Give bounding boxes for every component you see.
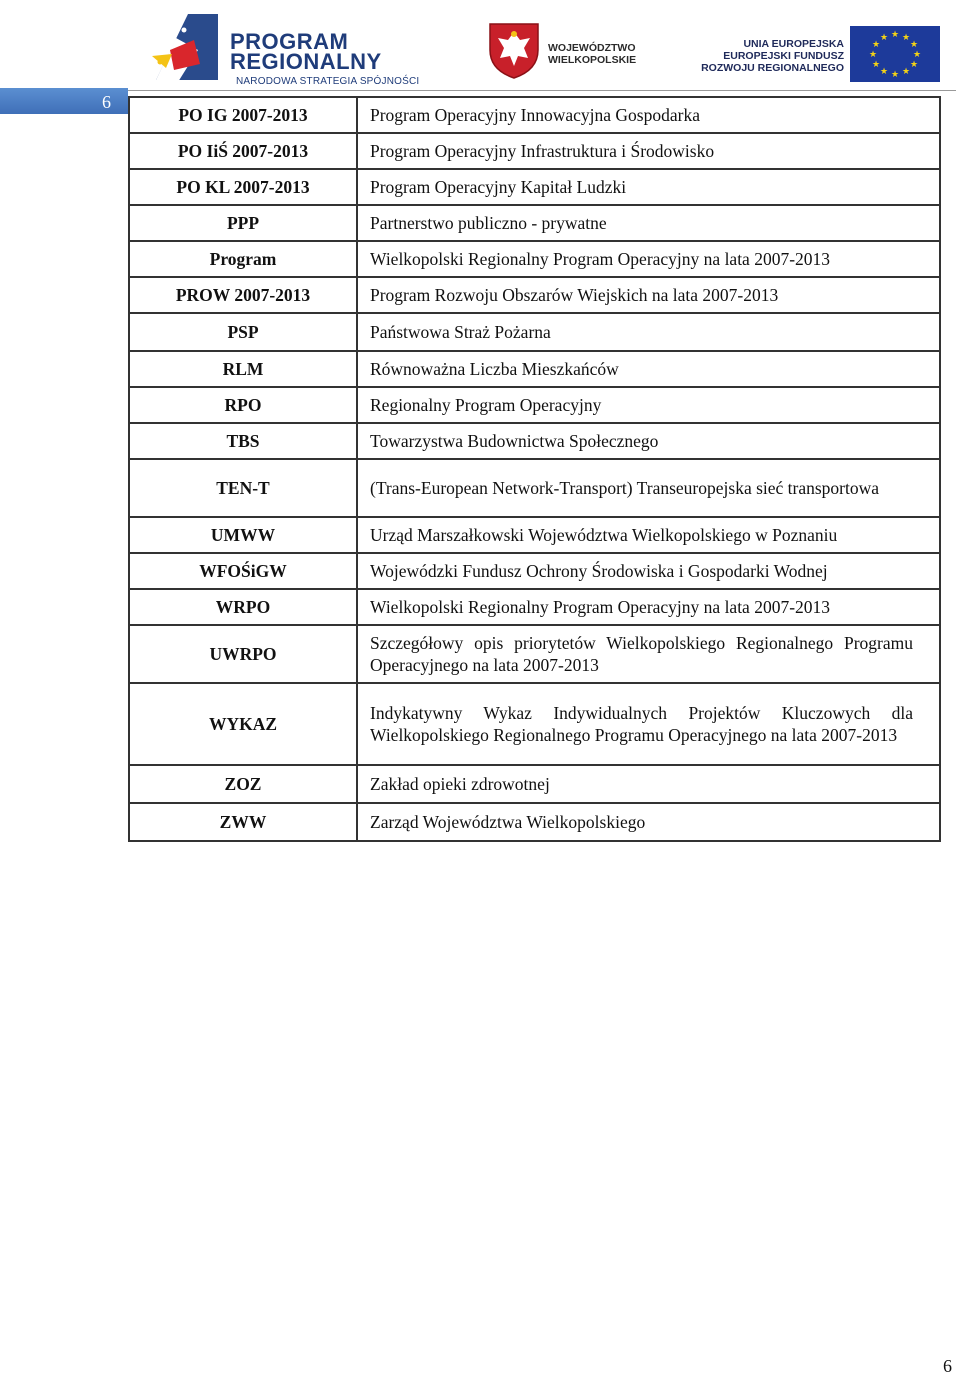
eu-logo-line2: EUROPEJSKI FUNDUSZ xyxy=(723,50,844,62)
abbreviation-cell: WRPO xyxy=(129,589,357,625)
svg-text:★: ★ xyxy=(879,67,889,77)
definition-cell: Zarząd Województwa Wielkopolskiego xyxy=(357,803,940,841)
program-logo-line2: REGIONALNY xyxy=(230,49,382,74)
eu-logo-line3: ROZWOJU REGIONALNEGO xyxy=(701,62,844,74)
svg-text:★: ★ xyxy=(871,40,881,50)
table-row xyxy=(129,241,940,277)
footer-page-number: 6 xyxy=(943,1356,952,1376)
abbreviation-cell: Program xyxy=(129,241,357,277)
definition-cell: Wojewódzki Fundusz Ochrony Środowiska i Gospodarki Wodnej xyxy=(357,553,940,589)
table-row xyxy=(129,133,940,169)
definition-cell: Równoważna Liczba Mieszkańców xyxy=(357,351,940,387)
svg-text:★: ★ xyxy=(901,67,911,77)
abbreviation-cell: PPP xyxy=(129,205,357,241)
definition-cell: Wielkopolski Regionalny Program Operacyjny na lata 2007-2013 xyxy=(357,241,940,277)
definition-cell: Indykatywny Wykaz Indywidualnych Projektów Kluczowych dla Wielkopolskiego Regionalnego Programu Operacyjnego na lata 2007-2013 xyxy=(357,683,940,765)
definition-cell: Szczegółowy opis priorytetów Wielkopolskiego Regionalnego Programu Operacyjnego na lata 2007-2013 xyxy=(357,625,940,683)
table-row xyxy=(129,803,940,841)
definition-cell: Program Operacyjny Kapitał Ludzki xyxy=(357,169,940,205)
svg-text:★: ★ xyxy=(890,70,900,80)
table-row xyxy=(129,97,940,133)
table-row xyxy=(129,765,940,803)
table-row xyxy=(129,313,940,351)
table-row xyxy=(129,459,940,517)
definition-cell: Państwowa Straż Pożarna xyxy=(357,313,940,351)
abbreviation-cell: PO IiŚ 2007-2013 xyxy=(129,133,357,169)
abbreviation-cell: TBS xyxy=(129,423,357,459)
region-logo-line1: WOJEWÓDZTWO xyxy=(548,42,636,54)
abbreviation-cell: PO KL 2007-2013 xyxy=(129,169,357,205)
abbreviation-cell: ZWW xyxy=(129,803,357,841)
svg-text:★: ★ xyxy=(871,60,881,70)
table-row xyxy=(129,553,940,589)
definition-cell: Program Rozwoju Obszarów Wiejskich na lata 2007-2013 xyxy=(357,277,940,313)
abbreviation-cell: TEN-T xyxy=(129,459,357,517)
abbreviation-cell: PSP xyxy=(129,313,357,351)
table-row xyxy=(129,517,940,553)
program-regionalny-emblem-icon xyxy=(148,10,228,88)
abbreviations-table xyxy=(128,96,941,842)
abbreviation-cell: PO IG 2007-2013 xyxy=(129,97,357,133)
abbreviation-cell: WFOŚiGW xyxy=(129,553,357,589)
page-number: 6 xyxy=(102,92,111,112)
definition-cell: Program Operacyjny Innowacyjna Gospodarka xyxy=(357,97,940,133)
program-regionalny-wordmark xyxy=(230,29,382,74)
coat-of-arms-icon xyxy=(486,20,542,80)
eu-logo-line1: UNIA EUROPEJSKA xyxy=(743,38,844,50)
definition-cell: Towarzystwa Budownictwa Społecznego xyxy=(357,423,940,459)
wojewodztwo-wielkopolskie-logo xyxy=(486,20,656,80)
table-row xyxy=(129,277,940,313)
table-row xyxy=(129,169,940,205)
abbreviation-cell: ZOZ xyxy=(129,765,357,803)
table-row xyxy=(129,351,940,387)
header-logos xyxy=(140,4,940,90)
table-row xyxy=(129,625,940,683)
svg-text:★: ★ xyxy=(909,60,919,70)
svg-text:★: ★ xyxy=(909,40,919,50)
definition-cell: (Trans-European Network-Transport) Transeuropejska sieć transportowa xyxy=(357,459,940,517)
table-row xyxy=(129,423,940,459)
abbreviation-cell: RPO xyxy=(129,387,357,423)
eu-flag-icon xyxy=(850,26,940,82)
program-logo-subtitle: NARODOWA STRATEGIA SPÓJNOŚCI xyxy=(236,76,420,87)
abbreviation-cell: UWRPO xyxy=(129,625,357,683)
program-regionalny-logo xyxy=(148,10,448,88)
svg-text:★: ★ xyxy=(879,33,889,43)
program-logo-line1: PROGRAM xyxy=(230,29,349,54)
definition-cell: Partnerstwo publiczno - prywatne xyxy=(357,205,940,241)
table-row xyxy=(129,683,940,765)
definition-cell: Wielkopolski Regionalny Program Operacyjny na lata 2007-2013 xyxy=(357,589,940,625)
eu-fund-logo xyxy=(690,24,940,84)
definition-cell: Zakład opieki zdrowotnej xyxy=(357,765,940,803)
abbreviation-cell: WYKAZ xyxy=(129,683,357,765)
region-logo-text xyxy=(548,42,636,66)
svg-text:★: ★ xyxy=(868,50,878,60)
abbreviation-cell: UMWW xyxy=(129,517,357,553)
abbreviation-cell: RLM xyxy=(129,351,357,387)
definition-cell: Urząd Marszałkowski Województwa Wielkopolskiego w Poznaniu xyxy=(357,517,940,553)
abbreviations-table-body xyxy=(129,97,940,841)
svg-text:★: ★ xyxy=(901,33,911,43)
table-row xyxy=(129,205,940,241)
definition-cell: Regionalny Program Operacyjny xyxy=(357,387,940,423)
abbreviation-cell: PROW 2007-2013 xyxy=(129,277,357,313)
table-row xyxy=(129,387,940,423)
svg-text:★: ★ xyxy=(912,50,922,60)
header-divider xyxy=(128,90,956,91)
region-logo-line2: WIELKOPOLSKIE xyxy=(548,54,637,66)
table-row xyxy=(129,589,940,625)
eu-logo-text xyxy=(701,38,844,74)
definition-cell: Program Operacyjny Infrastruktura i Środowisko xyxy=(357,133,940,169)
svg-text:★: ★ xyxy=(890,30,900,40)
